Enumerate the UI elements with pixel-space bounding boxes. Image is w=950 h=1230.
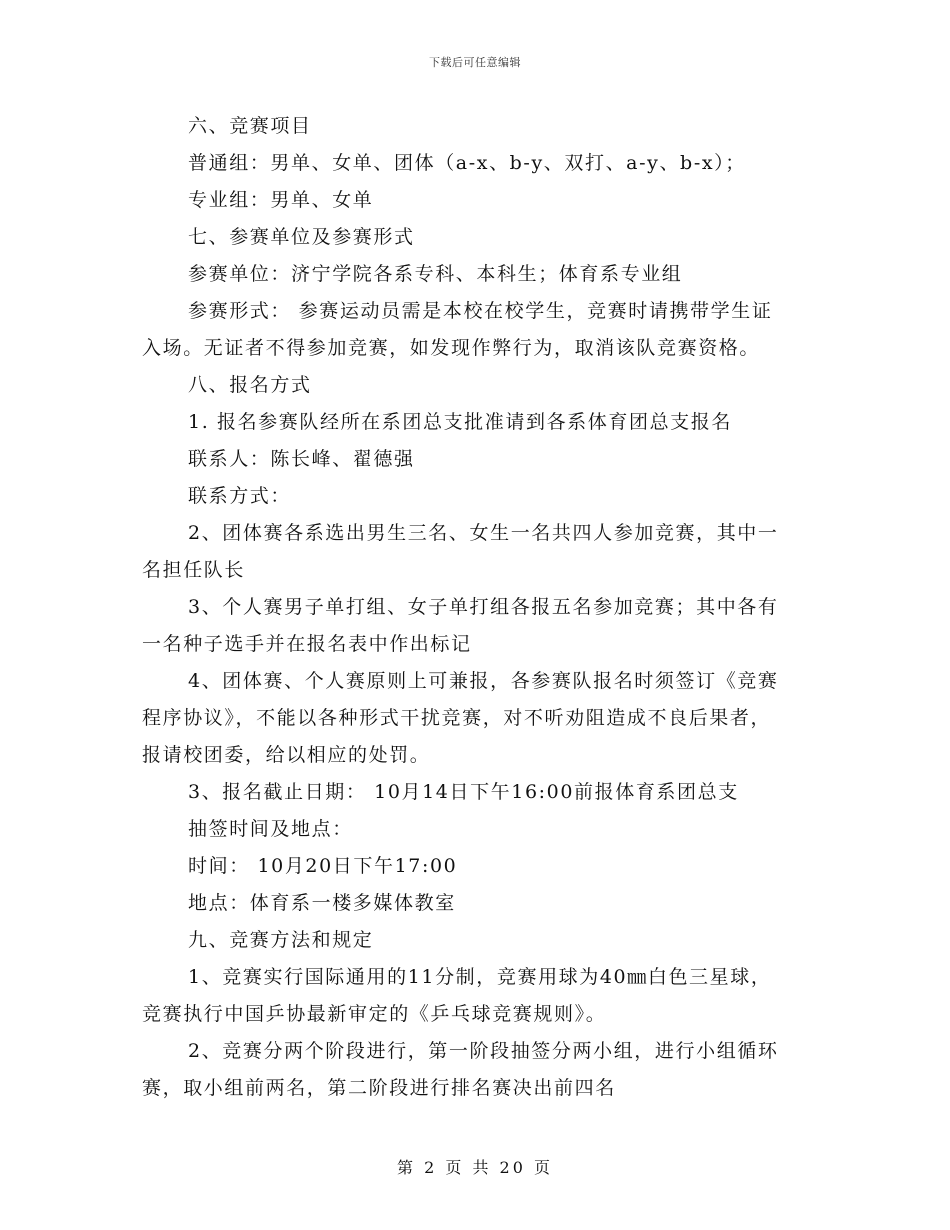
paragraph-line: 4、团体赛、个人赛原则上可兼报，各参赛队报名时须签订《竞赛 (188, 670, 779, 692)
paragraph-line: 3、报名截止日期： 10月14日下午16:00前报体育系团总支 (188, 781, 739, 803)
paragraph-line: 2、团体赛各系选出男生三名、女生一名共四人参加竞赛，其中一 (188, 522, 779, 544)
paragraph-line: 1. 报名参赛队经所在系团总支批准请到各系体育团总支报名 (188, 411, 732, 433)
paragraph-line: 赛，取小组前两名，第二阶段进行排名赛决出前四名 (142, 1077, 616, 1099)
paragraph-line: 入场。无证者不得参加竞赛，如发现作弊行为，取消该队竞赛资格。 (142, 337, 761, 359)
paragraph-line: 一名种子选手并在报名表中作出标记 (142, 633, 472, 655)
paragraph-line: 名担任队长 (142, 559, 246, 581)
paragraph-line: 八、报名方式 (188, 374, 312, 396)
paragraph-line: 专业组：男单、女单 (188, 189, 374, 211)
paragraph-line: 参赛形式： 参赛运动员需是本校在校学生，竞赛时请携带学生证 (188, 300, 773, 322)
paragraph-line: 报请校团委，给以相应的处罚。 (142, 744, 431, 766)
paragraph-line: 参赛单位：济宁学院各系专科、本科生；体育系专业组 (188, 263, 683, 285)
paragraph-line: 普通组：男单、女单、团体（a-x、b-y、双打、a-y、b-x）； (188, 152, 746, 174)
paragraph-line: 地点：体育系一楼多媒体教室 (188, 892, 456, 914)
paragraph-line: 九、竞赛方法和规定 (188, 929, 374, 951)
paragraph-line: 抽签时间及地点： (188, 818, 353, 840)
paragraph-line: 七、参赛单位及参赛形式 (188, 226, 415, 248)
paragraph-line: 3、个人赛男子单打组、女子单打组各报五名参加竞赛；其中各有 (188, 596, 779, 618)
paragraph-line: 时间： 10月20日下午17:00 (188, 855, 458, 877)
paragraph-line: 程序协议》，不能以各种形式干扰竞赛，对不听劝阻造成不良后果者， (142, 707, 772, 729)
document-body (142, 108, 812, 1107)
paragraph-line: 1、竞赛实行国际通用的11分制，竞赛用球为40㎜白色三星球， (188, 966, 772, 988)
page-number-footer: 第 2 页 共 20 页 (397, 1158, 553, 1177)
paragraph-line: 联系方式： (188, 485, 292, 507)
page-header: 下载后可任意编辑 (429, 56, 521, 69)
paragraph-line: 联系人：陈长峰、翟德强 (188, 448, 415, 470)
paragraph-line: 竞赛执行中国乒协最新审定的《乒乓球竞赛规则》。 (142, 1003, 607, 1025)
paragraph-line: 六、竞赛项目 (188, 115, 312, 137)
paragraph-line: 2、竞赛分两个阶段进行，第一阶段抽签分两小组，进行小组循环 (188, 1040, 779, 1062)
